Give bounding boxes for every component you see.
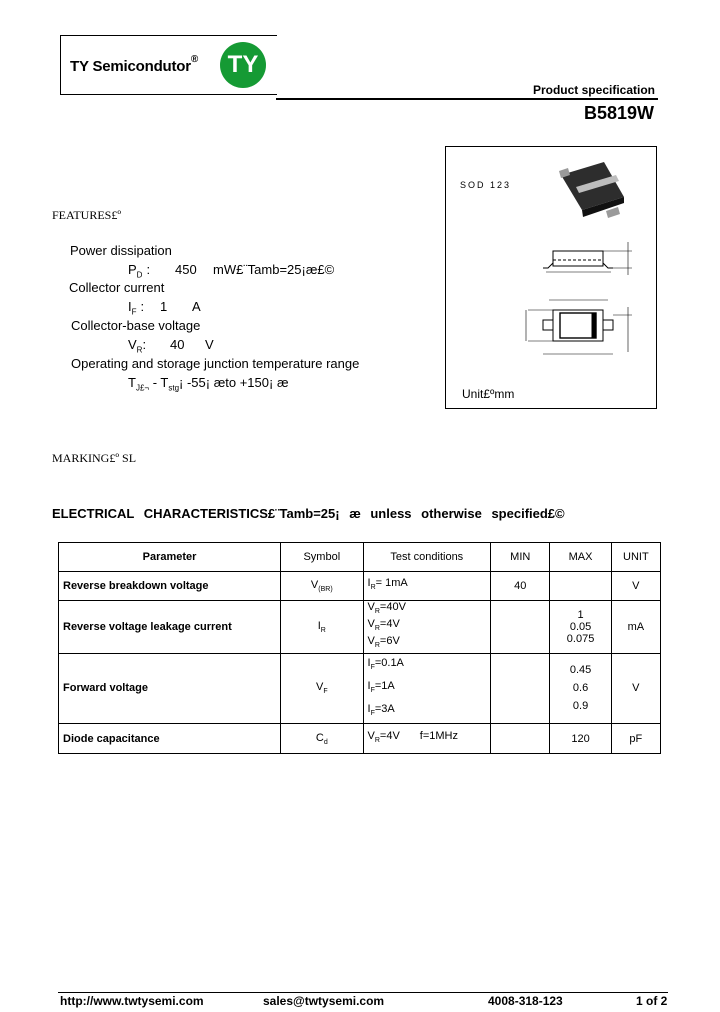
- top-view-icon: [526, 300, 632, 354]
- table-header-row: [59, 543, 661, 572]
- table-row: Diode capacitance $C_d$ $V_R=4V$ f=1MHz 120 pF: [59, 724, 661, 754]
- header-min: MIN: [491, 543, 550, 572]
- power-symbol: $P_D$ :: [128, 262, 151, 280]
- table-row: Reverse voltage leakage current $I_R$ $V_R=40V$ $V_R=4V$ $V_R=6V$ 1 0.05 0.075 mA: [59, 601, 661, 654]
- current-label: Collector current: [69, 280, 165, 295]
- table-row: Reverse breakdown voltage $V_{(BR)}$ $I_R= 1mA$ 40 V: [59, 572, 661, 601]
- footer-page-number: 1 of 2: [636, 994, 668, 1008]
- current-value: 1: [160, 299, 168, 314]
- header-parameter: Parameter: [59, 543, 281, 572]
- unit-label: Unit£ºmm: [462, 387, 515, 401]
- current-symbol: $I_F$ :: [128, 299, 145, 317]
- voltage-unit: V: [205, 337, 214, 352]
- header-conditions: Test conditions: [363, 543, 491, 572]
- table-row: Forward voltage $V_F$ $I_F=0.1A$ $I_F=1A$ $I_F=3A$ 0.45 0.6 0.9 V: [59, 653, 661, 724]
- current-unit: A: [192, 299, 201, 314]
- footer-phone: 4008-318-123: [488, 994, 563, 1008]
- footer-url-link[interactable]: http://www.twtysemi.com: [60, 994, 204, 1008]
- package-name: SOD 123: [460, 180, 512, 190]
- electrical-title: ELECTRICAL CHARACTERISTICS£¨Tamb=25¡ æ unless otherwise specified£©: [52, 506, 565, 521]
- side-view-icon: [543, 242, 632, 275]
- temp-range: $T_{J£\neg}$ - $T_{stg}¡$ -55¡ æto +150¡ æ: [128, 375, 289, 393]
- package-outline-drawing: [446, 147, 654, 387]
- part-number: B5819W: [583, 103, 654, 123]
- voltage-label: Collector-base voltage: [71, 318, 201, 333]
- footer-email-link[interactable]: sales@twtysemi.com: [263, 994, 385, 1008]
- power-unit: mW£¨Tamb=25¡æ£©: [213, 262, 335, 277]
- header-unit: UNIT: [611, 543, 660, 572]
- brand-name: TY Semicondutor®: [70, 54, 199, 75]
- characteristics-table: [58, 542, 661, 754]
- marking-heading: MARKING£º SL: [52, 451, 137, 465]
- header-symbol: Symbol: [281, 543, 363, 572]
- features-heading: FEATURES£º: [52, 208, 122, 222]
- product-spec-label: Product specification: [532, 83, 655, 97]
- temp-label: Operating and storage junction temperature range: [71, 356, 360, 371]
- brand-logo-icon: TY: [220, 42, 266, 88]
- voltage-value: 40: [170, 337, 185, 352]
- header-max: MAX: [550, 543, 611, 572]
- power-label: Power dissipation: [70, 243, 172, 258]
- power-value: 450: [175, 262, 197, 277]
- header-divider: [276, 98, 658, 100]
- voltage-symbol: $V_R$:: [128, 337, 147, 355]
- footer-divider: [58, 992, 668, 993]
